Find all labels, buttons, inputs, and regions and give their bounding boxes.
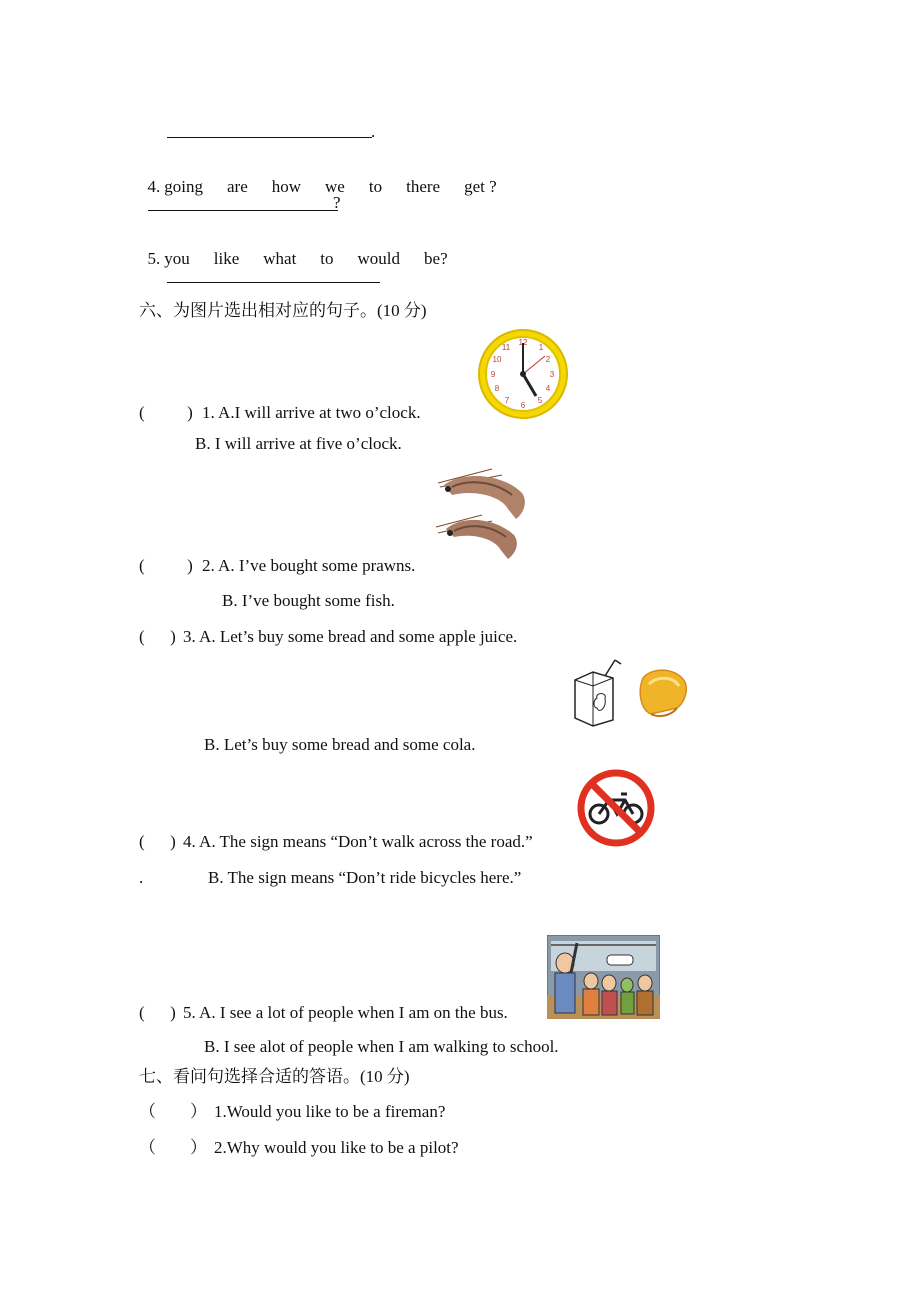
bracket[interactable]: （ ） xyxy=(139,1102,207,1121)
section-7-title: 七、看问句选择合适的答语。(10 分) xyxy=(139,1067,410,1086)
svg-text:6: 6 xyxy=(520,401,526,410)
svg-text:4: 4 xyxy=(545,384,551,393)
question-number: 4. xyxy=(147,177,161,196)
answer-period-q3: . xyxy=(371,122,376,141)
answer-line-q5[interactable] xyxy=(167,282,380,283)
clock-icon xyxy=(476,328,570,420)
juice-bread-icon xyxy=(567,658,691,728)
question-text: 1.Would you like to be a fireman? xyxy=(214,1102,446,1121)
option-a: 5. A. I see a lot of people when I am on the bus. xyxy=(183,1003,508,1022)
question-text: 2.Why would you like to be a pilot? xyxy=(214,1138,459,1157)
question-number: 5. xyxy=(147,249,161,268)
bus-people-icon xyxy=(547,935,660,1019)
answer-mark-q4: ? xyxy=(333,193,341,212)
bracket[interactable]: ( ) xyxy=(139,403,193,422)
option-a: 3. A. Let’s buy some bread and some apple juice. xyxy=(183,627,518,646)
section-6-title: 六、为图片选出相对应的句子。(10 分) xyxy=(139,301,427,320)
svg-text:10: 10 xyxy=(492,355,502,364)
prawns-icon xyxy=(432,463,536,565)
option-a: 1. A.I will arrive at two o’clock. xyxy=(202,403,421,422)
svg-text:5: 5 xyxy=(537,396,543,405)
svg-text:1: 1 xyxy=(538,343,544,352)
option-b: B. The sign means “Don’t ride bicycles here.” xyxy=(208,868,522,887)
svg-text:8: 8 xyxy=(494,384,500,393)
stray-mark: . xyxy=(139,868,144,887)
answer-line-q4[interactable] xyxy=(148,210,338,211)
svg-text:9: 9 xyxy=(490,370,496,379)
bracket[interactable]: （ ） xyxy=(139,1138,207,1157)
option-a: 2. A. I’ve bought some prawns. xyxy=(202,556,416,575)
svg-text:3: 3 xyxy=(549,370,555,379)
answer-line-q3[interactable] xyxy=(167,137,372,138)
option-b: B. Let’s buy some bread and some cola. xyxy=(204,735,476,754)
option-b: B. I will arrive at five o’clock. xyxy=(195,434,402,453)
option-b: B. I’ve bought some fish. xyxy=(222,591,395,610)
svg-text:12: 12 xyxy=(518,338,528,347)
svg-text:11: 11 xyxy=(501,343,511,352)
option-b: B. I see alot of people when I am walking to school. xyxy=(204,1037,559,1056)
bracket[interactable]: ( ) xyxy=(139,832,176,851)
bracket[interactable]: ( ) xyxy=(139,627,176,646)
bracket[interactable]: ( ) xyxy=(139,1003,176,1022)
svg-text:7: 7 xyxy=(504,396,510,405)
option-a: 4. A. The sign means “Don’t walk across the road.” xyxy=(183,832,533,851)
question-4: 4. going are how we to there get ? xyxy=(147,177,497,196)
question-5: 5. you like what to would be? xyxy=(147,249,448,268)
bracket[interactable]: ( ) xyxy=(139,556,193,575)
svg-text:2: 2 xyxy=(545,355,551,364)
no-bicycle-sign-icon xyxy=(575,768,657,848)
